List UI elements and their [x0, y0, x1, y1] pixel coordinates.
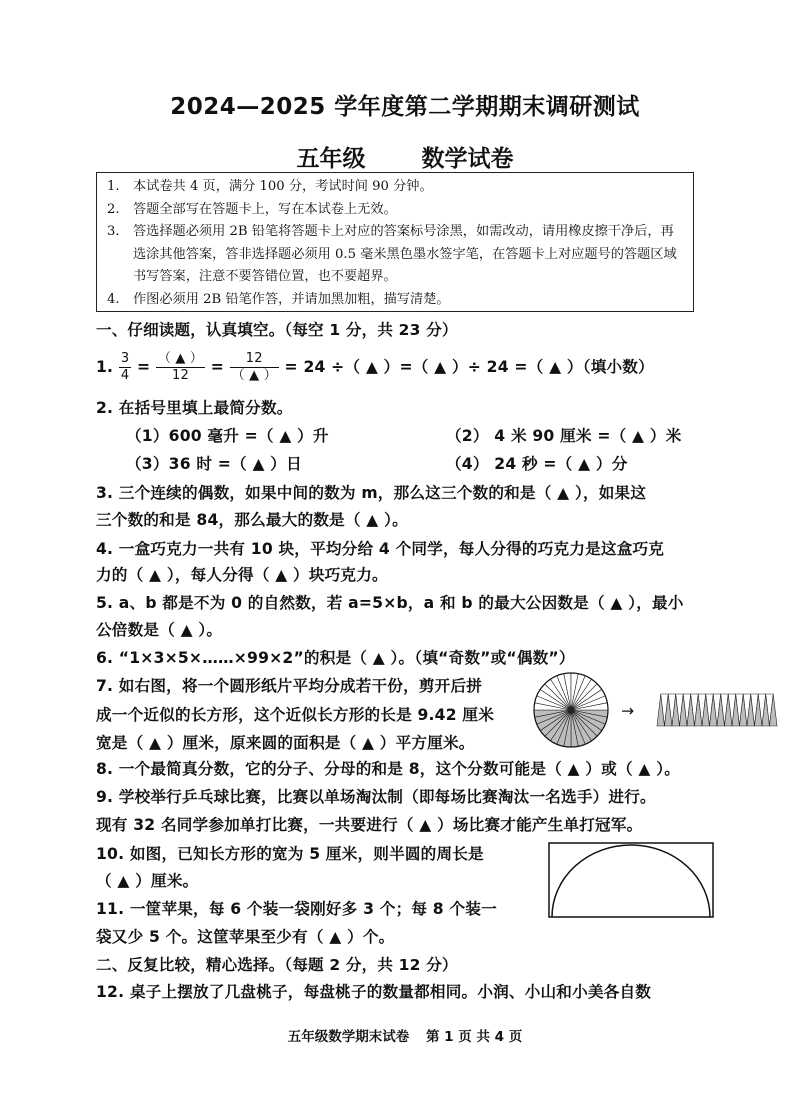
fraction-3-4: $\frac{3}{4}$	[120, 351, 130, 383]
question-1: 1. $\frac{3}{4}$ = $\frac{( ▲ )}{12}$ = $\frac{12}{( ▲ )}$ = 24 ÷（ ▲ ）=（ ▲ ）÷ 24 =（ ▲ ）（填小数）	[96, 351, 654, 383]
exam-title: 2024—2025 学年度第二学期期末调研测试	[170, 94, 640, 120]
instruction-item	[107, 176, 683, 199]
question-5-line-1: 5. a、b 都是不为 0 的自然数，若 a=5×b，a 和 b 的最大公因数是（ ▲ ），最小	[96, 594, 684, 612]
section-2-heading: 二、反复比较，精心选择。（每题 2 分，共 12 分）	[96, 956, 458, 974]
semicircle-arc	[552, 845, 710, 917]
rectangle-outline	[549, 843, 713, 917]
question-2-part-2: （2） 4 米 90 厘米 =（ ▲ ）米	[446, 427, 682, 445]
fraction-12-blank: $\frac{12}{( ▲ )}$	[231, 351, 277, 383]
question-10-line-2: （ ▲ ）厘米。	[96, 872, 199, 890]
instruction-item	[107, 221, 683, 289]
question-11-line-1: 11. 一筐苹果，每 6 个装一袋刚好多 3 个；每 8 个装一	[96, 900, 497, 918]
question-4-line-2: 力的（ ▲ ），每人分得（ ▲ ）块巧克力。	[96, 566, 388, 584]
instructions-box	[96, 172, 694, 312]
divided-circle-figure	[531, 670, 611, 750]
instruction-item	[107, 199, 683, 222]
question-10-line-1: 10. 如图，已知长方形的宽为 5 厘米，则半圆的周长是	[96, 845, 484, 863]
question-6: 6. “1×3×5×……×99×2”的积是（ ▲ ）。（填“奇数”或“偶数”）	[96, 649, 575, 667]
question-7-line-3: 宽是（ ▲ ）厘米，原来圆的面积是（ ▲ ）平方厘米。	[96, 734, 475, 752]
question-1-rest: = 24 ÷（ ▲ ）=（ ▲ ）÷ 24 =（ ▲ ）（填小数）	[284, 358, 654, 376]
question-2-part-3: （3）36 时 =（ ▲ ）日	[126, 455, 302, 473]
question-number: 1.	[96, 358, 114, 376]
question-7-line-2: 成一个近似的长方形，这个近似长方形的长是 9.42 厘米	[96, 706, 494, 724]
question-8: 8. 一个最简真分数，它的分子、分母的和是 8，这个分数可能是（ ▲ ）或（ ▲ ）。	[96, 760, 680, 778]
instruction-number: 1.	[107, 179, 120, 194]
instruction-text: 答题全部写在答题卡上，写在本试卷上无效。	[133, 201, 397, 217]
question-3-line-2: 三个数的和是 84，那么最大的数是（ ▲ ）。	[96, 511, 408, 529]
instruction-item	[107, 289, 683, 312]
instruction-text: 作图必须用 2B 铅笔作答，并请加黑加粗，描写清楚。	[133, 291, 450, 307]
footer-page-number: 第 1 页 共 4 页	[425, 1029, 523, 1045]
approximate-rectangle-figure	[654, 692, 779, 728]
question-12-line-1: 12. 桌子上摆放了几盘桃子，每盘桃子的数量都相同。小润、小山和小美各自数	[96, 983, 652, 1001]
question-9-line-2: 现有 32 名同学参加单打比赛，一共要进行（ ▲ ）场比赛才能产生单打冠军。	[96, 816, 643, 834]
section-1-heading: 一、仔细读题，认真填空。（每空 1 分，共 23 分）	[96, 321, 458, 339]
footer-title: 五年级数学期末试卷	[287, 1029, 410, 1045]
fraction-blank-12: $\frac{( ▲ )}{12}$	[157, 351, 204, 383]
question-11-line-2: 袋又少 5 个。这筐苹果至少有（ ▲ ）个。	[96, 928, 395, 946]
grade-label: 五年级	[296, 146, 366, 172]
subject-label: 数学试卷	[421, 146, 514, 172]
exam-subtitle	[0, 140, 810, 173]
question-2-part-1: （1）600 毫升 =（ ▲ ）升	[126, 427, 329, 445]
instruction-text: 本试卷共 4 页，满分 100 分，考试时间 90 分钟。	[133, 179, 433, 194]
question-2-stem: 2. 在括号里填上最简分数。	[96, 399, 293, 417]
instruction-number: 3.	[107, 224, 120, 239]
question-4-line-1: 4. 一盒巧克力一共有 10 块，平均分给 4 个同学，每人分得的巧克力是这盒巧克	[96, 540, 665, 558]
instruction-text: 答选择题必须用 2B 铅笔将答题卡上对应的答案标号涂黑，如需改动，请用橡皮擦干净后，再选涂其他答案，答非选择题必须用 0.5 毫米黑色墨水签字笔，在答题卡上对应题号的答题区域书写答案，注意不要答错位置，也不要超界。	[133, 224, 677, 284]
question-7-line-1: 7. 如右图，将一个圆形纸片平均分成若干份，剪开后拼	[96, 677, 483, 695]
instruction-number: 2.	[107, 201, 120, 217]
semicircle-rectangle-figure	[548, 842, 714, 918]
question-9-line-1: 9. 学校举行乒乓球比赛，比赛以单场淘汰制（即每场比赛淘汰一名选手）进行。	[96, 788, 656, 806]
instruction-number: 4.	[107, 291, 120, 307]
question-3-line-1: 3. 三个连续的偶数，如果中间的数为 m，那么这三个数的和是（ ▲ ），如果这	[96, 484, 647, 502]
question-5-line-2: 公倍数是（ ▲ ）。	[96, 621, 223, 639]
question-2-part-4: （4） 24 秒 =（ ▲ ）分	[446, 455, 628, 473]
arrow-icon: →	[621, 702, 635, 720]
page-footer	[0, 1025, 810, 1045]
